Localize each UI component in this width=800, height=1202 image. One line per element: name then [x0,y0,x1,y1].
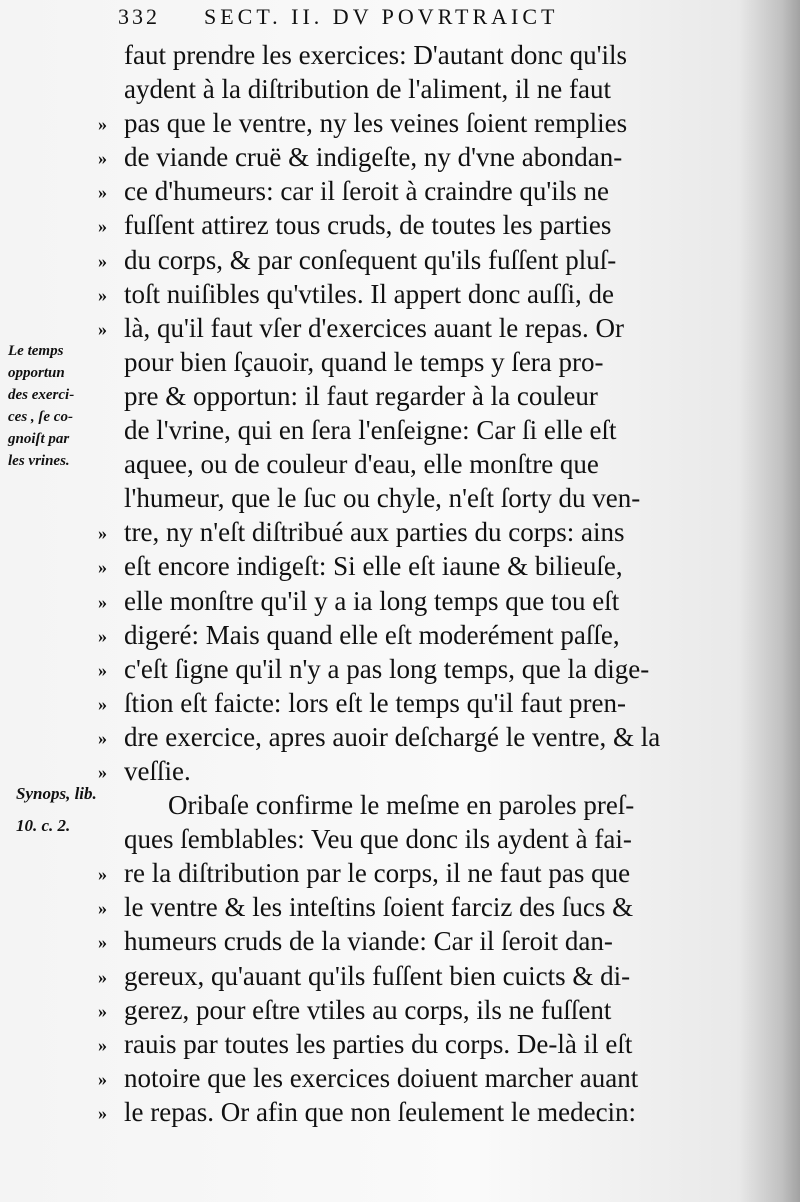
text-line [98,72,722,106]
text-line [98,924,722,958]
line-text: ques ſemblables: Veu que donc ils aydent à fai- [124,824,632,855]
text-line [98,788,722,822]
text-line [98,652,722,686]
margin-note-line: Le temps [8,343,64,359]
margin-note-line: ces , ſe co- [8,409,73,425]
quotation-mark: » [98,966,107,987]
quotation-mark: » [98,250,107,271]
line-text: elle monſtre qu'il y a ia long temps que tou eſt [124,585,620,616]
line-text: faut prendre les exercices: D'autant donc qu'ils [124,40,628,70]
line-text: fuſſent attirez tous cruds, de toutes les parties [124,210,612,241]
quotation-mark: » [98,659,107,680]
quotation-mark: » [98,114,107,135]
text-line [98,208,722,242]
line-text: veſſie. [124,755,191,786]
text-line [98,243,722,277]
text-line [98,1027,722,1061]
text-line [98,345,722,379]
line-text: toſt nuiſibles qu'vtiles. Il appert donc auſſi, de [124,278,615,309]
line-text: là, qu'il faut vſer d'exercices auant le repas. Or [124,312,625,343]
quotation-mark: » [98,761,107,782]
line-text: ſtion eſt faicte: lors eſt le temps qu'il faut pren- [124,687,626,718]
margin-note-line: des exerci- [8,387,75,403]
line-text: rauis par toutes les parties du corps. De-là il eſt [124,1028,633,1059]
quotation-mark: » [98,1034,107,1055]
page-edge-shadow [740,0,800,1202]
text-line [98,311,722,345]
quotation-mark: » [98,625,107,646]
text-line [98,38,722,72]
text-line [98,993,722,1027]
text-line [98,447,722,481]
text-line [98,856,722,890]
text-line [98,277,722,311]
text-line [98,1061,722,1095]
text-line [98,413,722,447]
line-text: ce d'humeurs: car il ſeroit à craindre qu'ils ne [124,176,610,207]
quotation-mark: » [98,932,107,953]
line-text: humeurs cruds de la viande: Car il ſeroit dan- [124,926,613,957]
quotation-mark: » [98,284,107,305]
quotation-mark: » [98,557,107,578]
text-line [98,618,722,652]
line-text: dre exercice, apres auoir deſchargé le ventre, & la [124,721,661,752]
line-text: pas que le ventre, ny les veines ſoient remplies [124,108,628,139]
margin-note-line: 10. c. 2. [16,816,71,835]
line-text: aquee, ou de couleur d'eau, elle monſtre que [124,449,599,480]
text-line [98,140,722,174]
line-text: Oribaſe confirme le meſme en paroles preſ- [168,790,635,821]
line-text: de viande cruë & indigeſte, ny d'vne abondan- [124,142,623,173]
line-text: de l'vrine, qui en ſera l'enſeigne: Car ſi elle eſt [124,415,617,446]
line-text: c'eſt ſigne qu'il n'y a pas long temps, que la dige- [124,653,650,684]
margin-note-line: Synops, lib. [16,784,97,803]
line-text: l'humeur, que le ſuc ou chyle, n'eſt ſorty du ven- [124,483,641,514]
text-line [98,1095,722,1129]
margin-note-line: gnoiſt par [8,431,70,447]
text-line [98,174,722,208]
line-text: pour bien ſçauoir, quand le temps y ſera pro- [124,346,604,377]
text-line [98,106,722,140]
line-text: le ventre & les inteſtins ſoient farciz des ſucs & [124,892,634,923]
text-line [98,822,722,856]
line-text: tre, ny n'eſt diſtribué aux parties du corps: ains [124,517,625,548]
text-line [98,890,722,924]
line-text: gereux, qu'auant qu'ils fuſſent bien cuicts & di- [124,960,631,991]
quotation-mark: » [98,523,107,544]
line-text: gerez, pour eſtre vtiles au corps, ils ne fuſſent [124,994,612,1025]
quotation-mark: » [98,1000,107,1021]
margin-note-line: opportun [8,365,65,381]
text-line [98,549,722,583]
text-line [98,686,722,720]
text-line [98,720,722,754]
line-text: re la diſtribution par le corps, il ne faut pas que [124,858,631,889]
line-text: du corps, & par conſequent qu'ils fuſſent pluſ- [124,244,617,275]
quotation-mark: » [98,1102,107,1123]
quotation-mark: » [98,1068,107,1089]
quotation-mark: » [98,864,107,885]
body-text [98,38,722,1129]
text-line [98,379,722,413]
quotation-mark: » [98,898,107,919]
line-text: eſt encore indigeſt: Si elle eſt iaune & bilieuſe, [124,551,623,582]
line-text: le repas. Or afin que non ſeulement le medecin: [124,1096,637,1127]
quotation-mark: » [98,727,107,748]
quotation-mark: » [98,148,107,169]
line-text: aydent à la diſtribution de l'aliment, il ne faut [124,74,611,105]
line-text: notoire que les exercices doiuent marcher auant [124,1062,639,1093]
quotation-mark: » [98,591,107,612]
text-line [98,584,722,618]
text-line [98,754,722,788]
quotation-mark: » [98,318,107,339]
page-number: 332 [118,4,160,29]
quotation-mark: » [98,216,107,237]
quotation-mark: » [98,182,107,203]
line-text: pre & opportun: il faut regarder à la couleur [124,380,598,411]
text-line [98,481,722,515]
margin-note-line: les vrines. [8,453,70,469]
running-header [118,4,718,36]
quotation-mark: » [98,693,107,714]
running-title: SECT. II. DV POVRTRAICT [204,4,559,29]
text-line [98,515,722,549]
line-text: digeré: Mais quand elle eſt moderément paſſe, [124,619,620,650]
text-line [98,959,722,993]
